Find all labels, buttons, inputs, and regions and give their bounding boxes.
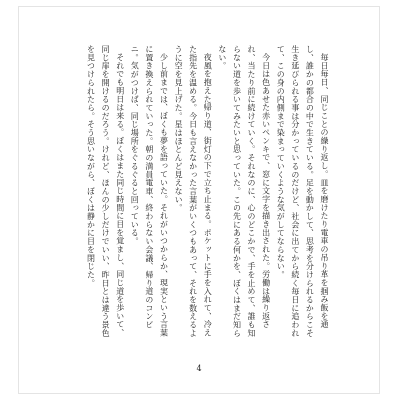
- paragraph: 少し前までは、ぼくも夢を語っていた。それがいつからか、現実という言葉に置き換えられていった。朝の満員電車、終わらない会議、帰り道のコンビニ。気がつけば、同じ場所をぐるぐると回っている。: [130, 45, 169, 337]
- paragraph: 今日は色あせた赤いペンキで、窓に文字を描き出された。労働は繰り返され、当たり前に続けていく。それなのに、心のどこかで、手を止めて、誰も知らない道を歩いてみたいと思っていた。この先にある何かを、ぼくはまだ知らない。: [217, 45, 271, 338]
- body-text: [83, 45, 331, 345]
- paragraph: 夜風を抱えた帰り道、街灯の下で立ち止まる。ポケットに手を入れて、冷えた指先を温める。今日も言えなかった言葉がいくつもあって、それを数えるように空を見上げた。星はほとんど見えない。: [174, 45, 213, 338]
- book-page: [18, 6, 380, 394]
- paragraph: それでも明日は来る。ぼくはまた同じ時間に目を覚まし、同じ道を歩いて、同じ扉を開けるのだろう。けれど、ほんの少しだけでいい、昨日とは違う景色を見つけられたら。そう思いながら、ぼくは静かに目を閉じた。: [86, 45, 125, 338]
- paragraph: 毎日毎日、同じことの繰り返し。皿を磨けたり電車の吊り革を掴み飯を通し、誰かの都合の中で生きている。足を動かして、思考を分けられるからこそ生き延びられる事は分かっているのだけど、社会に出てから続く毎日に追われて、この身の内側まで染まっていくような気がしてならない。: [276, 45, 329, 338]
- page-number: 4: [196, 364, 202, 373]
